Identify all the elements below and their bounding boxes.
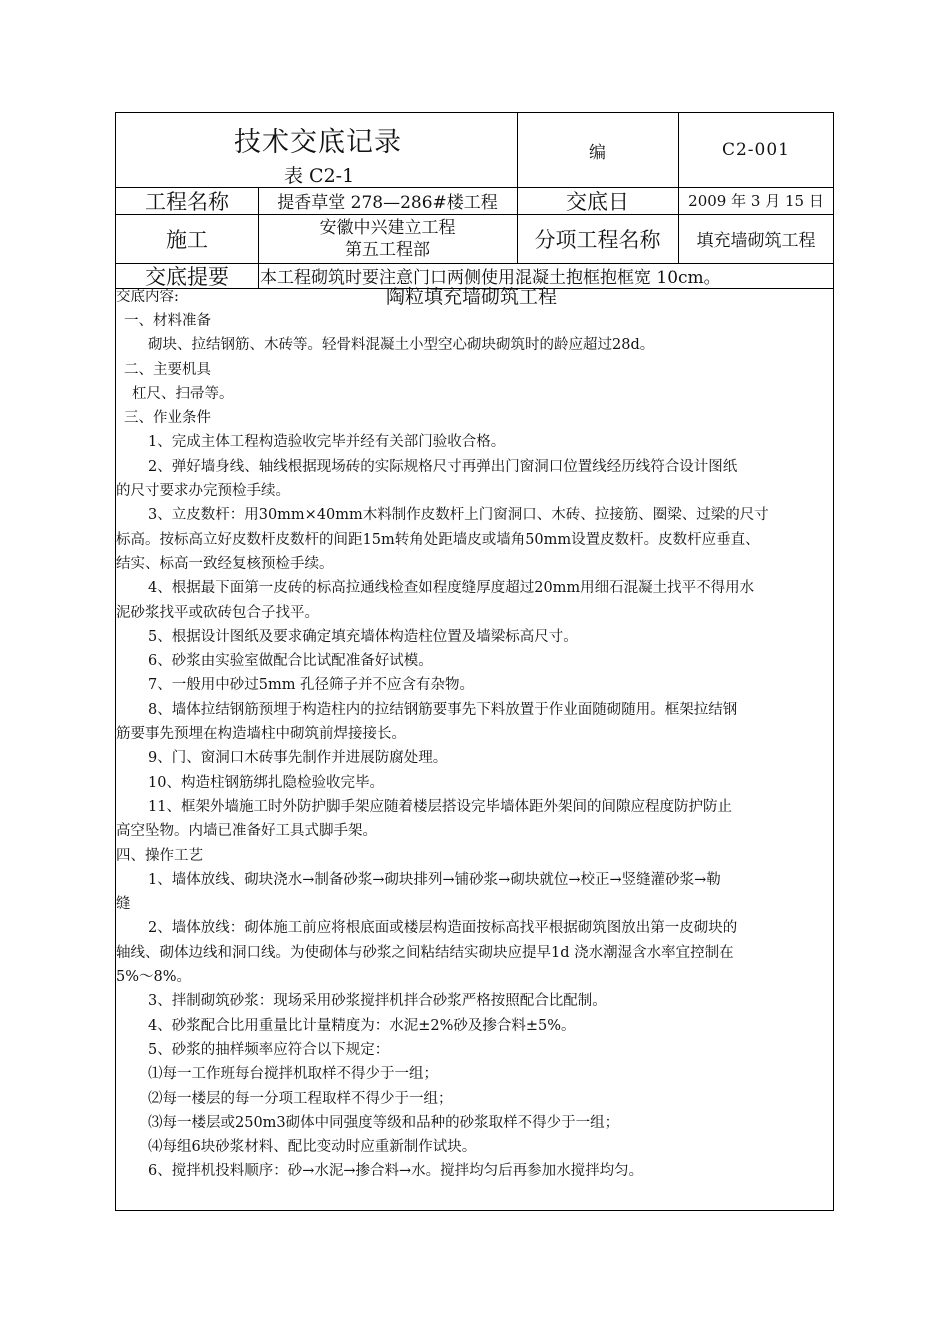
content-line: 的尺寸要求办完预检手续。 [116,483,290,500]
content-line: 6、砂浆由实验室做配合比试配准备好试模。 [148,653,433,670]
content-line: 四、操作工艺 [116,847,203,864]
content-line: 7、一般用中砂过5mm 孔径筛子并不应含有杂物。 [148,677,475,694]
subproject-label: 分项工程名称 [534,227,661,252]
content-line: 二、主要机具 [124,361,211,378]
content-line: 筋要事先预埋在构造墙柱中砌筑前焊接接长。 [116,726,406,743]
content-line: 高空坠物。内墙已准备好工具式脚手架。 [116,823,377,840]
content-line: 轴线、砌体边线和洞口线。为使砌体与砂浆之间粘结结实砌块应提早1d 浇水潮湿含水率宜控制在 [116,944,734,961]
technical-disclosure-form [115,112,834,1211]
content-line: 一、材料准备 [124,313,211,329]
content-line: 标高。按标高立好皮数杆皮数杆的间距15m转角处距墙皮或墙角50mm设置皮数杆。皮数杆应垂直、 [116,531,760,548]
content-line: 5、砂浆的抽样频率应符合以下规定： [148,1041,390,1058]
content-title: 陶粒填充墙砌筑工程 [386,286,558,308]
content-line: ⑷每组6块砂浆材料、配比变动时应重新制作试块。 [148,1139,477,1156]
content-line: 2、弹好墙身线、轴线根据现场砖的实际规格尺寸再弹出门窗洞口位置线经历线符合设计图纸 [148,458,738,475]
summary-label: 交底提要 [145,264,229,289]
date-label: 交底日 [566,189,629,214]
content-line: 11、框架外墙施工时外防护脚手架应随着楼层搭设完毕墙体距外架间的间隙应程度防护防止 [148,798,732,815]
form-code: C2-001 [721,140,790,160]
content-line: 1、完成主体工程构造验收完毕并经有关部门验收合格。 [148,434,506,451]
content-line: 3、拌制砌筑砂浆：现场采用砂浆搅拌机拌合砂浆严格按照配合比配制。 [148,993,607,1010]
project-name-label: 工程名称 [145,189,229,214]
content-line: 结实、标高一致经复核预检手续。 [116,555,334,572]
content-line: 缝 [116,896,131,913]
content-line: 杠尺、扫帚等。 [132,385,234,402]
content-line: 5、根据设计图纸及要求确定填充墙体构造柱位置及墙梁标高尺寸。 [148,628,578,645]
content-line: 砌块、拉结钢筋、木砖等。轻骨料混凝土小型空心砌块砌筑时的龄应超过28d。 [148,337,655,354]
content-line: 8、墙体拉结钢筋预埋于构造柱内的拉结钢筋要事先下料放置于作业面随砌随用。框架拉结钢 [148,701,738,718]
content-line: 4、砂浆配合比用重量比计量精度为：水泥±2%砂及掺合料±5%。 [148,1017,576,1034]
content-line: 6、搅拌机投料顺序：砂→水泥→掺合料→水。搅拌均匀后再参加水搅拌均匀。 [148,1163,644,1180]
construction-unit-line2: 第五工程部 [345,239,430,260]
subproject-value: 填充墙砌筑工程 [696,231,816,251]
form-number: 表 C2-1 [284,165,355,187]
construction-unit-line1: 安徽中兴建立工程 [319,217,456,238]
content-line: 泥砂浆找平或砍砖包合子找平。 [116,604,319,621]
content-line: 10、构造柱钢筋绑扎隐检验收完毕。 [148,774,384,791]
content-line: ⑶每一楼层或250m3砌体中同强度等级和品种的砂浆取样不得少于一组； [148,1114,620,1131]
content-line: 2、墙体放线：砌体施工前应将根底面或楼层构造面按标高找平根据砌筑图放出第一皮砌块的 [148,920,738,937]
date-value: 2009 年 3 月 15 日 [688,192,824,210]
construction-label: 施工 [166,227,208,252]
content-label: 交底内容: [116,289,179,305]
content-line: 1、墙体放线、砌块浇水→制备砂浆→砌块排列→铺砂浆→砌块就位→校正→竖缝灌砂浆→勒 [148,871,721,888]
project-name-value: 提香草堂 278—286#楼工程 [277,193,498,213]
content-line: 5%～8%。 [116,969,192,986]
content-line: 9、门、窗洞口木砖事先制作并进展防腐处理。 [148,750,448,767]
content-line: 3、立皮数杆：用30mm×40mm木料制作皮数杆上门窗洞口、木砖、拉接筋、圈梁、过梁的尺寸 [148,507,769,524]
content-line: ⑴每一工作班每台搅拌机取样不得少于一组； [148,1066,438,1083]
summary-value: 本工程砌筑时要注意门口两侧使用混凝土抱框抱框宽 10cm。 [260,268,721,288]
construction-unit [258,214,517,263]
content-line: 4、根据最下面第一皮砖的标高拉通线检查如程度缝厚度超过20mm用细石混凝土找平不得用水 [148,580,755,597]
content-lines [116,309,833,1184]
content-line: 三、作业条件 [124,410,211,427]
bian-label: 编 [589,142,606,163]
disclosure-content [116,285,833,1184]
form-title: 技术交底记录 [234,127,402,158]
content-line: ⑵每一楼层的每一分项工程取样不得少于一组； [148,1090,453,1107]
